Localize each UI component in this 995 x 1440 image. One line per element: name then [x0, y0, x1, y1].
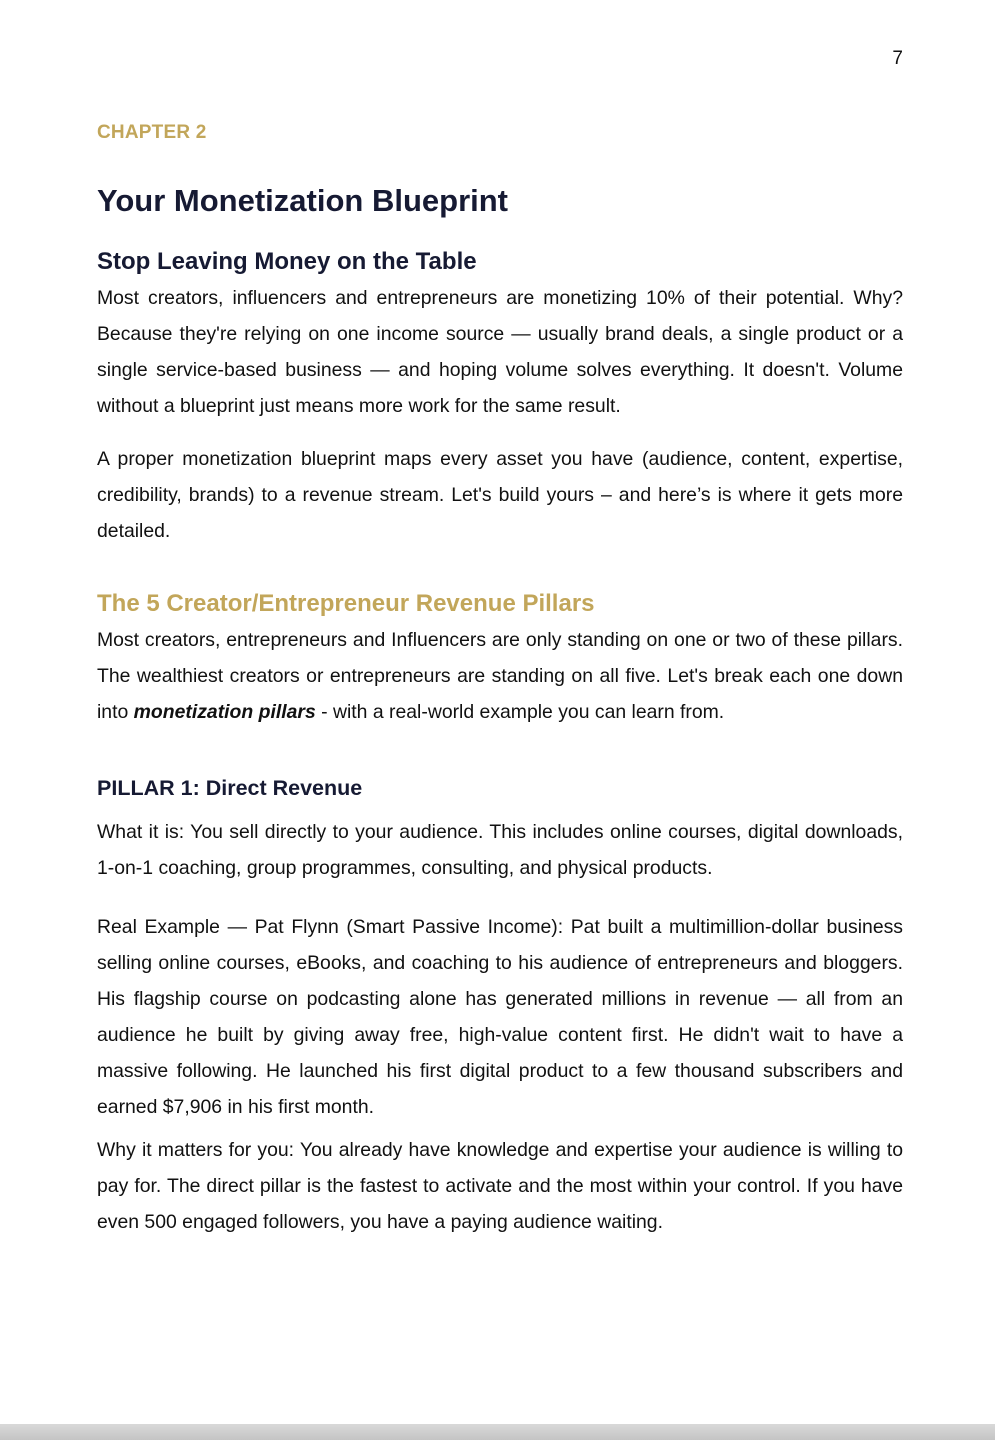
page-number: 7	[892, 48, 903, 69]
section2-text-after: - with a real-world example you can learn from.	[315, 701, 725, 723]
page-bottom-edge	[0, 1424, 995, 1440]
chapter-label: CHAPTER 2	[97, 122, 207, 143]
section1-paragraph-1: Most creators, influencers and entrepreneurs are monetizing 10% of their potential. Why? Because they're relying on one income source — usually brand deals, a single product or a single service-based business — and hoping volume solves everything. It doesn't. Volume without a blueprint just means more work for the same result.	[97, 287, 903, 417]
section2-text-before: Most creators, entrepreneurs and Influencers are only standing on one or two of these pillars. The wealthiest creators or entrepreneurs are standing on all five. Let's break each one down into	[97, 629, 903, 723]
pillar-1-what-it-is: What it is: You sell directly to your audience. This includes online courses, digital downloads, 1-on-1 coaching, group programmes, consulting, and physical products.	[97, 821, 903, 879]
section1-paragraph-2: A proper monetization blueprint maps every asset you have (audience, content, expertise, credibility, brands) to a revenue stream. Let's build yours – and here’s is where it gets more detailed.	[97, 448, 903, 542]
chapter-title: Your Monetization Blueprint	[97, 183, 509, 218]
pillar-1-heading: PILLAR 1: Direct Revenue	[97, 776, 363, 800]
section-heading-stop-leaving-money: Stop Leaving Money on the Table	[97, 248, 477, 275]
section-heading-revenue-pillars: The 5 Creator/Entrepreneur Revenue Pillars	[97, 590, 595, 617]
pillar-1-real-example: Real Example — Pat Flynn (Smart Passive Income): Pat built a multimillion-dollar business selling online courses, eBooks, and coaching to his audience of entrepreneurs and bloggers. His flagship course on podcasting alone has generated millions in revenue — all from an audience he built by giving away free, high-value content first. He didn't wait to have a massive following. He launched his first digital product to a few thousand subscribers and earned $7,906 in his first month.	[97, 916, 903, 1118]
section2-paragraph	[97, 622, 903, 730]
monetization-pillars-emphasis: monetization pillars	[133, 701, 316, 723]
pillar-1-why-it-matters: Why it matters for you: You already have knowledge and expertise your audience is willing to pay for. The direct pillar is the fastest to activate and the most within your control. If you have even 500 engaged followers, you have a paying audience waiting.	[97, 1139, 903, 1233]
